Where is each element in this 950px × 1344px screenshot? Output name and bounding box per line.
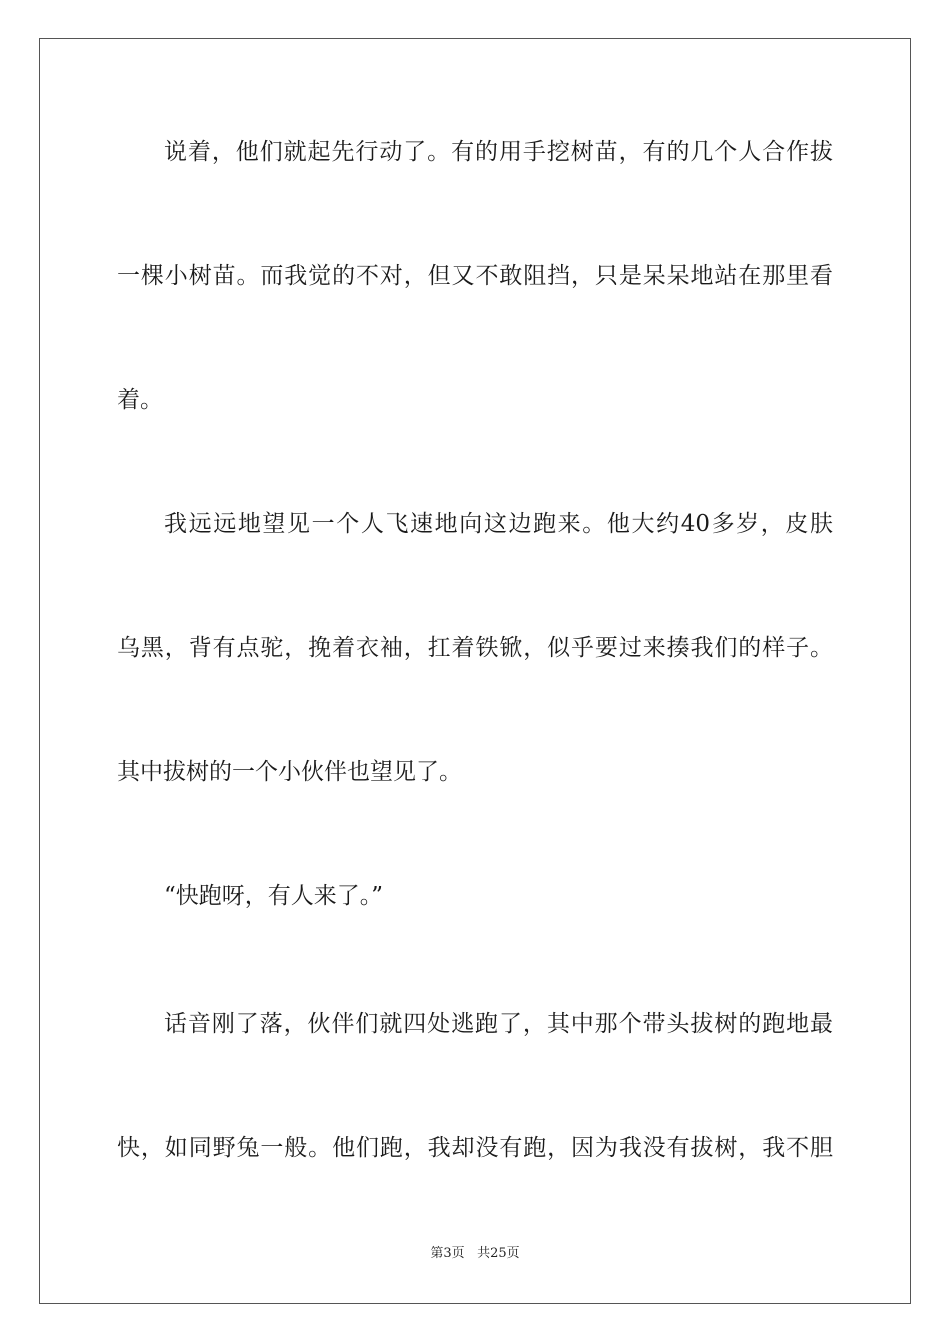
page-footer: [0, 1245, 950, 1263]
paragraph-2-line-2: 乌黑，背有点驼，挽着衣袖，扛着铁锨，似乎要过来揍我们的样子。: [117, 635, 833, 661]
paragraph-4-line-2: 快，如同野兔一般。他们跑，我却没有跑，因为我没有拔树，我不胆: [117, 1135, 833, 1161]
paragraph-3-dialogue: “快跑呀，有人来了。”: [164, 883, 384, 909]
page-frame: [39, 38, 911, 1304]
paragraph-4-line-1: 话音刚了落，伙伴们就四处逃跑了，其中那个带头拔树的跑地最: [164, 1011, 833, 1037]
paragraph-2-line-1: 我远远地望见一个人飞速地向这边跑来。他大约40多岁，皮肤: [164, 511, 833, 537]
paragraph-1-line-2: 一棵小树苗。而我觉的不对，但又不敢阻挡，只是呆呆地站在那里看: [117, 263, 833, 289]
total-pages: 共25页: [477, 1246, 520, 1261]
paragraph-1-line-3: 着。: [117, 387, 163, 413]
page-number: 第3页: [430, 1246, 465, 1261]
paragraph-1-line-1: 说着，他们就起先行动了。有的用手挖树苗，有的几个人合作拔: [164, 139, 833, 165]
paragraph-2-line-3: 其中拔树的一个小伙伴也望见了。: [117, 759, 462, 785]
